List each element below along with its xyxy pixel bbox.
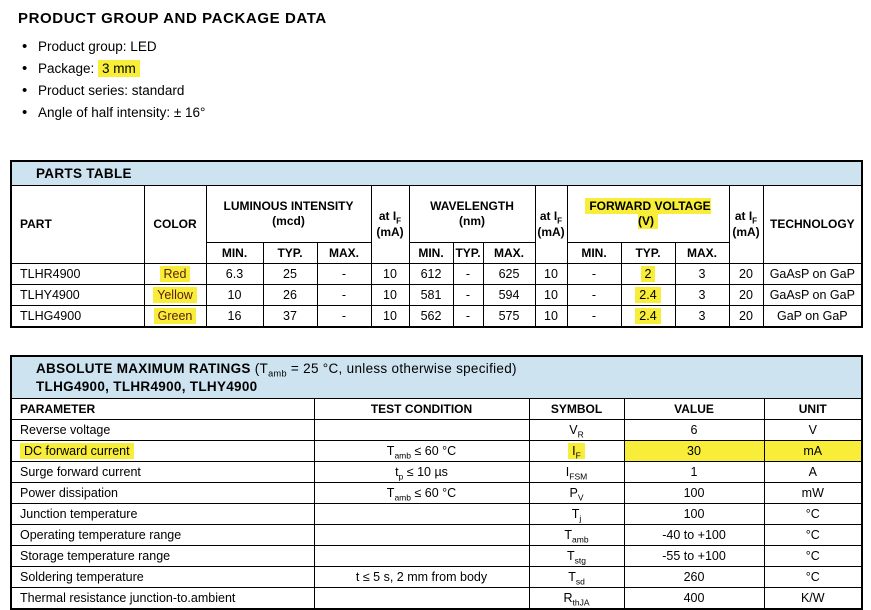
bullet-product-series: [22, 80, 871, 102]
parts-table-cell: 10: [371, 285, 409, 306]
parts-table-cell: 594: [483, 285, 535, 306]
col-header-value: VALUE: [624, 399, 764, 420]
parts-table-cell: -: [317, 264, 371, 285]
ratings-table-cell: -55 to +100: [624, 546, 764, 567]
parts-table-cell: 3: [675, 285, 729, 306]
parts-table-cell: 25: [263, 264, 317, 285]
col-header-part: PART: [11, 186, 144, 264]
col-header-lum-min: MIN.: [206, 243, 263, 264]
parts-table-cell: TLHR4900: [11, 264, 144, 285]
parts-table-cell: 625: [483, 264, 535, 285]
parts-table-cell: 3: [675, 306, 729, 327]
parts-table-cell: -: [567, 285, 621, 306]
ratings-table-cell: $V_R$: [529, 420, 624, 441]
parts-table-cell: 20: [729, 285, 763, 306]
ratings-table-cell: $T_{sd}$: [529, 567, 624, 588]
parts-table-cell: GaAsP on GaP: [763, 264, 862, 285]
bullet-package: [22, 58, 871, 80]
product-info-list: [22, 36, 871, 124]
highlight-mark: Green: [154, 308, 197, 324]
parts-table-cell: 10: [371, 306, 409, 327]
col-header-forward-voltage: [567, 186, 729, 243]
ratings-table-cell: °C: [764, 567, 862, 588]
ratings-table-cell: °C: [764, 504, 862, 525]
parts-table-row: [11, 264, 862, 285]
parts-table-cell: 6.3: [206, 264, 263, 285]
ratings-table-cell: mA: [764, 441, 862, 462]
ratings-table-cell: 6: [624, 420, 764, 441]
ratings-table-row: [11, 567, 862, 588]
ratings-table-cell: $P_V$: [529, 483, 624, 504]
col-header-unit: UNIT: [764, 399, 862, 420]
ratings-table-cell: 260: [624, 567, 764, 588]
ratings-table-cell: 30: [624, 441, 764, 462]
highlight-mark: 3 mm: [98, 60, 140, 77]
parts-table-cell: [621, 306, 675, 327]
ratings-table-row: [11, 504, 862, 525]
ratings-table-cell: 1: [624, 462, 764, 483]
parts-table-cell: [144, 306, 206, 327]
highlight-mark: 2.4: [635, 287, 660, 303]
parts-table-cell: 581: [409, 285, 453, 306]
parts-table-row: [11, 285, 862, 306]
parts-table-cell: 16: [206, 306, 263, 327]
col-header-lum-typ: TYP.: [263, 243, 317, 264]
ratings-table-cell: Thermal resistance junction-to.ambient: [11, 588, 314, 609]
ratings-table-cell: K/W: [764, 588, 862, 609]
parts-table-row: [11, 306, 862, 327]
ratings-table-cell: $t_p \le 10$ µs: [314, 462, 529, 483]
parts-table-cell: 3: [675, 264, 729, 285]
parts-table-cell: 10: [371, 264, 409, 285]
bullet-text: Angle of half intensity: ± 16°: [38, 105, 206, 120]
ratings-table: [10, 355, 863, 610]
parts-table-cell: 20: [729, 264, 763, 285]
parts-table-cell: -: [567, 264, 621, 285]
highlight-mark: Yellow: [153, 287, 197, 303]
col-header-fv-min: MIN.: [567, 243, 621, 264]
ratings-table-cell: °C: [764, 546, 862, 567]
ratings-table-cell: V: [764, 420, 862, 441]
parts-table-cell: 10: [535, 285, 567, 306]
ratings-table-cell: $T_{amb} \le 60$ °C: [314, 441, 529, 462]
forward-voltage-highlight: FORWARD VOLTAGE (V): [585, 198, 710, 229]
ratings-table-cell: $T_{stg}$: [529, 546, 624, 567]
parts-table-cell: -: [453, 285, 483, 306]
bullet-text: Product series: standard: [38, 83, 185, 98]
col-header-parameter: PARAMETER: [11, 399, 314, 420]
parts-table-cell: -: [567, 306, 621, 327]
col-header-wl-min: MIN.: [409, 243, 453, 264]
parts-table-cell: -: [317, 306, 371, 327]
parts-table-body: [11, 264, 862, 327]
col-header-fv-max: MAX.: [675, 243, 729, 264]
bullet-angle: [22, 102, 871, 124]
ratings-table-cell: $T_{amb}$: [529, 525, 624, 546]
col-header-at-if-1: at $I_F$ (mA): [371, 186, 409, 264]
highlight-mark: Red: [160, 266, 191, 282]
ratings-table-cell: mW: [764, 483, 862, 504]
parts-table-cell: -: [453, 306, 483, 327]
ratings-table-row: [11, 588, 862, 609]
parts-table-title: PARTS TABLE: [11, 161, 862, 186]
ratings-table-cell: Operating temperature range: [11, 525, 314, 546]
ratings-table-cell: 100: [624, 504, 764, 525]
ratings-table-cell: [314, 525, 529, 546]
parts-table-cell: 26: [263, 285, 317, 306]
parts-table-cell: 20: [729, 306, 763, 327]
ratings-table-cell: [314, 546, 529, 567]
parts-table-cell: 562: [409, 306, 453, 327]
parts-table-cell: GaP on GaP: [763, 306, 862, 327]
highlight-mark: DC forward current: [20, 443, 134, 459]
col-header-color: COLOR: [144, 186, 206, 264]
ratings-title-condition: ($T_{amb} = 25$ °C, unless otherwise specified): [250, 360, 517, 379]
ratings-table-cell: $T_j$: [529, 504, 624, 525]
ratings-table-cell: [314, 504, 529, 525]
parts-table-cell: [144, 264, 206, 285]
parts-table-cell: 612: [409, 264, 453, 285]
col-header-at-if-2: at $I_F$ (mA): [535, 186, 567, 264]
ratings-table-cell: [529, 441, 624, 462]
highlight-mark: $I_F$: [568, 443, 585, 459]
ratings-subtitle: TLHG4900, TLHR4900, TLHY4900: [36, 379, 258, 395]
parts-table-cell: 37: [263, 306, 317, 327]
col-header-wl-max: MAX.: [483, 243, 535, 264]
ratings-table-cell: Reverse voltage: [11, 420, 314, 441]
parts-table-cell: [621, 264, 675, 285]
ratings-table-row: [11, 420, 862, 441]
col-header-wavelength: WAVELENGTH (nm): [409, 186, 535, 243]
ratings-table-row: [11, 462, 862, 483]
ratings-table-cell: 100: [624, 483, 764, 504]
parts-header-group-row: [11, 186, 862, 243]
col-header-lum-max: MAX.: [317, 243, 371, 264]
ratings-table-cell: t ≤ 5 s, 2 mm from body: [314, 567, 529, 588]
datasheet-page: [0, 10, 871, 608]
col-header-test-condition: TEST CONDITION: [314, 399, 529, 420]
ratings-table-title-band: [11, 356, 862, 399]
ratings-table-cell: A: [764, 462, 862, 483]
parts-table-cell: TLHG4900: [11, 306, 144, 327]
ratings-table-cell: Surge forward current: [11, 462, 314, 483]
ratings-table-cell: 400: [624, 588, 764, 609]
col-header-wl-typ: TYP.: [453, 243, 483, 264]
parts-table-cell: [144, 285, 206, 306]
col-header-luminous-intensity: LUMINOUS INTENSITY (mcd): [206, 186, 371, 243]
parts-table-cell: 575: [483, 306, 535, 327]
page-title: PRODUCT GROUP AND PACKAGE DATA: [18, 10, 327, 27]
bullet-text: Package:: [38, 61, 99, 76]
col-header-technology: TECHNOLOGY: [763, 186, 862, 264]
parts-table-cell: -: [317, 285, 371, 306]
col-header-fv-typ: TYP.: [621, 243, 675, 264]
parts-table-cell: 10: [206, 285, 263, 306]
ratings-table-cell: [314, 420, 529, 441]
col-header-symbol: SYMBOL: [529, 399, 624, 420]
ratings-table-cell: °C: [764, 525, 862, 546]
ratings-table-row: [11, 483, 862, 504]
ratings-table-cell: -40 to +100: [624, 525, 764, 546]
parts-table-cell: 10: [535, 264, 567, 285]
highlight-mark: 2.4: [635, 308, 660, 324]
parts-table-band-row: [11, 161, 862, 186]
ratings-table-cell: $R_{thJA}$: [529, 588, 624, 609]
parts-table: [10, 160, 863, 328]
ratings-table-band-row: [11, 356, 862, 399]
ratings-table-cell: [11, 441, 314, 462]
ratings-table-cell: Power dissipation: [11, 483, 314, 504]
ratings-table-cell: $I_{FSM}$: [529, 462, 624, 483]
ratings-table-row: [11, 546, 862, 567]
ratings-table-row: [11, 441, 862, 462]
ratings-header-row: [11, 399, 862, 420]
parts-table-cell: -: [453, 264, 483, 285]
parts-table-cell: [621, 285, 675, 306]
parts-table-cell: TLHY4900: [11, 285, 144, 306]
col-header-at-if-3: at $I_F$ (mA): [729, 186, 763, 264]
parts-table-cell: GaAsP on GaP: [763, 285, 862, 306]
ratings-table-row: [11, 525, 862, 546]
ratings-table-cell: Junction temperature: [11, 504, 314, 525]
ratings-title: ABSOLUTE MAXIMUM RATINGS: [36, 360, 251, 376]
parts-table-cell: 10: [535, 306, 567, 327]
bullet-text: Product group: LED: [38, 39, 157, 54]
ratings-table-cell: [314, 588, 529, 609]
bullet-product-group: [22, 36, 871, 58]
ratings-table-body: [11, 420, 862, 609]
ratings-table-cell: Storage temperature range: [11, 546, 314, 567]
ratings-table-cell: $T_{amb} \le 60$ °C: [314, 483, 529, 504]
ratings-table-cell: Soldering temperature: [11, 567, 314, 588]
ratings-title-line: [36, 360, 861, 377]
highlight-mark: 2: [641, 266, 656, 282]
